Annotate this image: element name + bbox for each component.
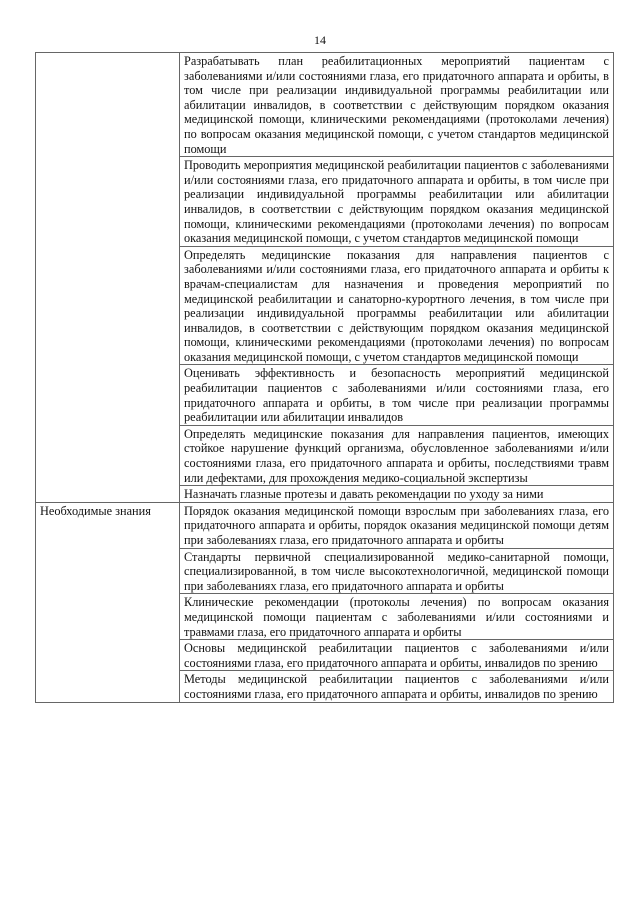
knowledge-label-cell: Необходимые знания (36, 502, 180, 702)
knowledge-cell: Стандарты первичной специализированной медико-санитарной помощи, специализированной, в том числе высокотехнологичной, медицинской помощи при заболеваниях глаза, его придаточного аппарата и орбиты (180, 548, 614, 594)
skill-cell: Оценивать эффективность и безопасность мероприятий медицинской реабилитации пациентов с заболеваниями и/или состояниями глаза, его придаточного аппарата и орбиты, в том числе при реализации программы реабилитации или абилитации инвалидов (180, 365, 614, 425)
skills-label-cell (36, 53, 180, 503)
knowledge-cell: Клинические рекомендации (протоколы лечения) по вопросам оказания медицинской помощи пациентам с заболеваниями и/или состояниями и травмами глаза, его придаточного аппарата и орбиты (180, 594, 614, 640)
skill-cell: Определять медицинские показания для направления пациентов, имеющих стойкое нарушение функций организма, обусловленное заболеваниями и/или состояниями глаза, его придаточного аппарата и орбиты, последствиями травм или дефектами, для прохождения медико-социальной экспертизы (180, 425, 614, 485)
knowledge-cell: Методы медицинской реабилитации пациентов с заболеваниями и/или состояниями глаза, его придаточного аппарата и орбиты, инвалидов по зрению (180, 671, 614, 702)
table-row (36, 502, 614, 548)
skill-cell: Проводить мероприятия медицинской реабилитации пациентов с заболеваниями и/или состояниями глаза, его придаточного аппарата и орбиты, в том числе при реализации индивидуальной программы реабилитации или абилитации инвалидов, в соответствии с действующим порядком оказания медицинской помощи, клиническими рекомендациями (протоколами лечения) по вопросам оказания медицинской помощи, с учетом стандартов медицинской помощи (180, 157, 614, 247)
skill-cell: Разрабатывать план реабилитационных мероприятий пациентам с заболеваниями и/или состояниями глаза, его придаточного аппарата и орбиты, в том числе при реализации индивидуальной программы реабилитации или абилитации инвалидов, в соответствии с действующим порядком оказания медицинской помощи, клиническими рекомендациями (протоколами лечения) по вопросам оказания медицинской помощи, с учетом стандартов медицинской помощи (180, 53, 614, 157)
knowledge-cell: Основы медицинской реабилитации пациентов с заболеваниями и/или состояниями глаза, его придаточного аппарата и орбиты, инвалидов по зрению (180, 640, 614, 671)
table-row (36, 53, 614, 157)
competency-table (35, 52, 614, 703)
skill-cell: Определять медицинские показания для направления пациентов с заболеваниями и/или состояниями глаза, его придаточного аппарата и орбиты к врачам-специалистам для назначения и проведения мероприятий по медицинской реабилитации и санаторно-курортного лечения, в том числе при реализации индивидуальной программы реабилитации или абилитации инвалидов, в соответствии с действующим порядком оказания медицинской помощи, клиническими рекомендациями (протоколами лечения) по вопросам оказания медицинской помощи, с учетом стандартов медицинской помощи (180, 246, 614, 365)
page-number: 14 (314, 33, 326, 47)
knowledge-cell: Порядок оказания медицинской помощи взрослым при заболеваниях глаза, его придаточного аппарата и орбиты, порядок оказания медицинской помощи детям при заболеваниях глаза, его придаточного аппарата и орбиты (180, 502, 614, 548)
skill-cell: Назначать глазные протезы и давать рекомендации по уходу за ними (180, 486, 614, 503)
